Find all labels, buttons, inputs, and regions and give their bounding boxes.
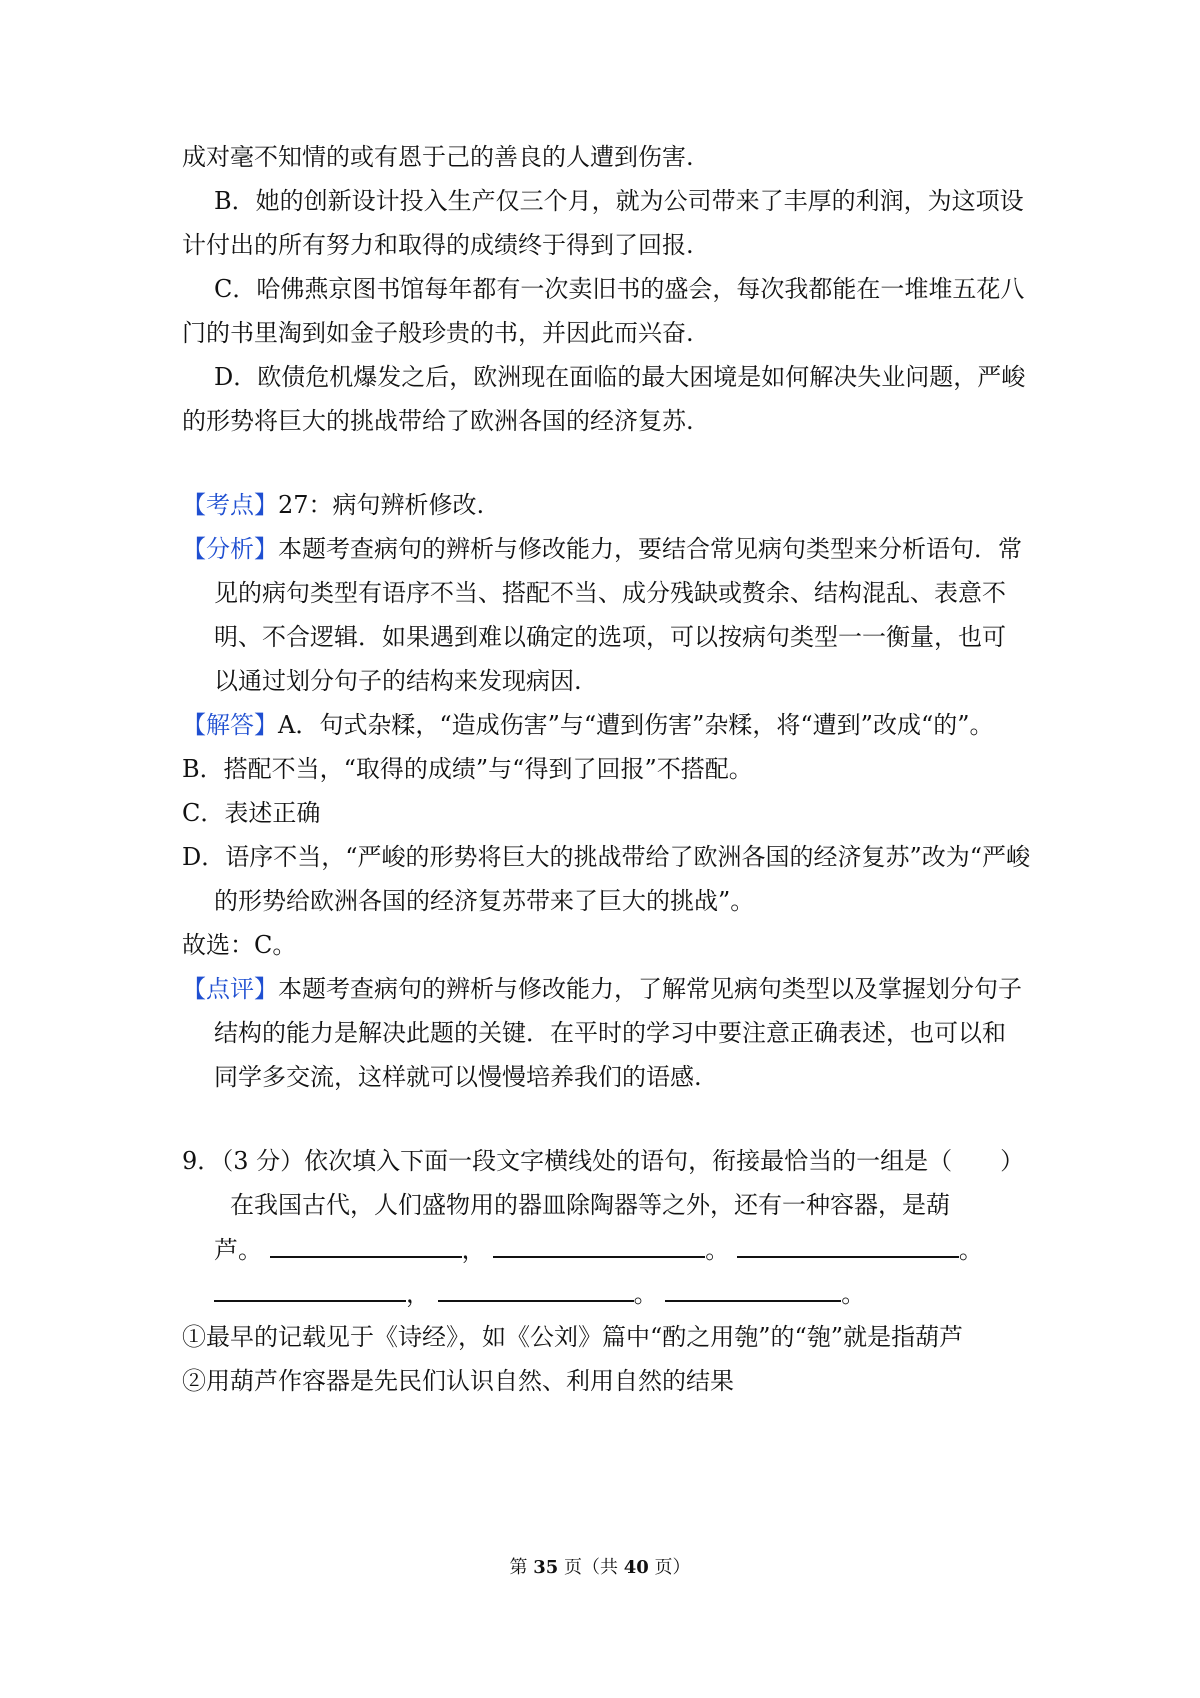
paragraph-prefix: 芦。 (214, 1236, 262, 1264)
answer-blank-6[interactable] (665, 1278, 841, 1302)
kaodian-row (182, 490, 484, 520)
jieda-c: C．表述正确 (182, 799, 321, 827)
fenxi-text-4: 以通过划分句子的结构来发现病因. (214, 667, 582, 695)
option-item-1: ①最早的记载见于《诗经》，如《公刘》篇中“酌之用匏”的“匏”就是指葫芦 (182, 1323, 964, 1351)
jieda-d-line2: 的形势给欧洲各国的经济复苏带来了巨大的挑战”。 (214, 887, 755, 915)
fenxi-row (182, 534, 1022, 564)
blank-separator: 。 (958, 1236, 983, 1264)
answer-line: 故选：C。 (182, 931, 297, 959)
jieda-b: B．搭配不当，“取得的成绩”与“得到了回报”不搭配。 (182, 755, 753, 783)
question-9-blanks-row-2 (214, 1278, 865, 1309)
option-b-line2: 计付出的所有努力和取得的成绩终于得到了回报. (182, 231, 694, 259)
dianping-text-2: 结构的能力是解决此题的关键．在平时的学习中要注意正确表述，也可以和 (214, 1019, 1006, 1047)
text-line: 成对毫不知情的或有恩于己的善良的人遭到伤害. (182, 143, 694, 171)
answer-blank-5[interactable] (438, 1278, 634, 1302)
jieda-row (182, 710, 994, 740)
fenxi-tag: 【分析】 (182, 535, 278, 563)
footer-page-number: 35 (533, 1557, 559, 1578)
question-9-blanks-row-1 (214, 1234, 983, 1265)
blank-separator: 。 (841, 1280, 866, 1308)
kaodian-tag: 【考点】 (182, 491, 278, 519)
footer-middle: 页（共 (564, 1557, 618, 1578)
option-c-line2: 门的书里淘到如金子般珍贵的书，并因此而兴奋. (182, 319, 694, 347)
answer-blank-2[interactable] (493, 1234, 705, 1258)
question-9-paragraph-1: 在我国古代，人们盛物用的器皿除陶器等之外，还有一种容器，是葫 (230, 1191, 950, 1219)
question-9-stem: 9．（3 分）依次填入下面一段文字横线处的语句，衔接最恰当的一组是（ ） (182, 1147, 1025, 1175)
option-item-2: ②用葫芦作容器是先民们认识自然、利用自然的结果 (182, 1367, 734, 1395)
option-d-line1: D．欧债危机爆发之后，欧洲现在面临的最大困境是如何解决失业问题，严峻 (214, 363, 1026, 391)
blank-separator: ， (461, 1236, 486, 1264)
option-d-line2: 的形势将巨大的挑战带给了欧洲各国的经济复苏. (182, 407, 694, 435)
jieda-d-line1: D．语序不当，“严峻的形势将巨大的挑战带给了欧洲各国的经济复苏”改为“严峻 (182, 843, 1031, 871)
footer-total-pages: 40 (623, 1557, 649, 1578)
fenxi-text-3: 明、不合逻辑．如果遇到难以确定的选项，可以按病句类型一一衡量，也可 (214, 623, 1006, 651)
kaodian-text: 27：病句辨析修改. (278, 491, 485, 519)
answer-blank-4[interactable] (214, 1278, 406, 1302)
answer-blank-1[interactable] (270, 1234, 462, 1258)
option-c-line1: C．哈佛燕京图书馆每年都有一次卖旧书的盛会，每次我都能在一堆堆五花八 (214, 275, 1025, 303)
dianping-row (182, 974, 1022, 1004)
footer-prefix: 第 (509, 1557, 528, 1578)
answer-blank-3[interactable] (737, 1234, 959, 1258)
dianping-text-3: 同学多交流，这样就可以慢慢培养我们的语感. (214, 1063, 702, 1091)
jieda-tag: 【解答】 (182, 711, 278, 739)
option-b-line1: B．她的创新设计投入生产仅三个月，就为公司带来了丰厚的利润，为这项设 (214, 187, 1024, 215)
jieda-a: A．句式杂糅，“造成伤害”与“遭到伤害”杂糅，将“遭到”改成“的”。 (278, 711, 994, 739)
footer-suffix: 页） (654, 1557, 691, 1578)
blank-separator: 。 (633, 1280, 658, 1308)
dianping-text-1: 本题考查病句的辨析与修改能力，了解常见病句类型以及掌握划分句子 (278, 975, 1022, 1003)
page-footer (0, 1556, 1200, 1580)
fenxi-text-2: 见的病句类型有语序不当、搭配不当、成分残缺或赘余、结构混乱、表意不 (214, 579, 1006, 607)
fenxi-text-1: 本题考查病句的辨析与修改能力，要结合常见病句类型来分析语句．常 (278, 535, 1022, 563)
dianping-tag: 【点评】 (182, 975, 278, 1003)
blank-separator: 。 (705, 1236, 730, 1264)
blank-separator: ， (406, 1280, 430, 1308)
